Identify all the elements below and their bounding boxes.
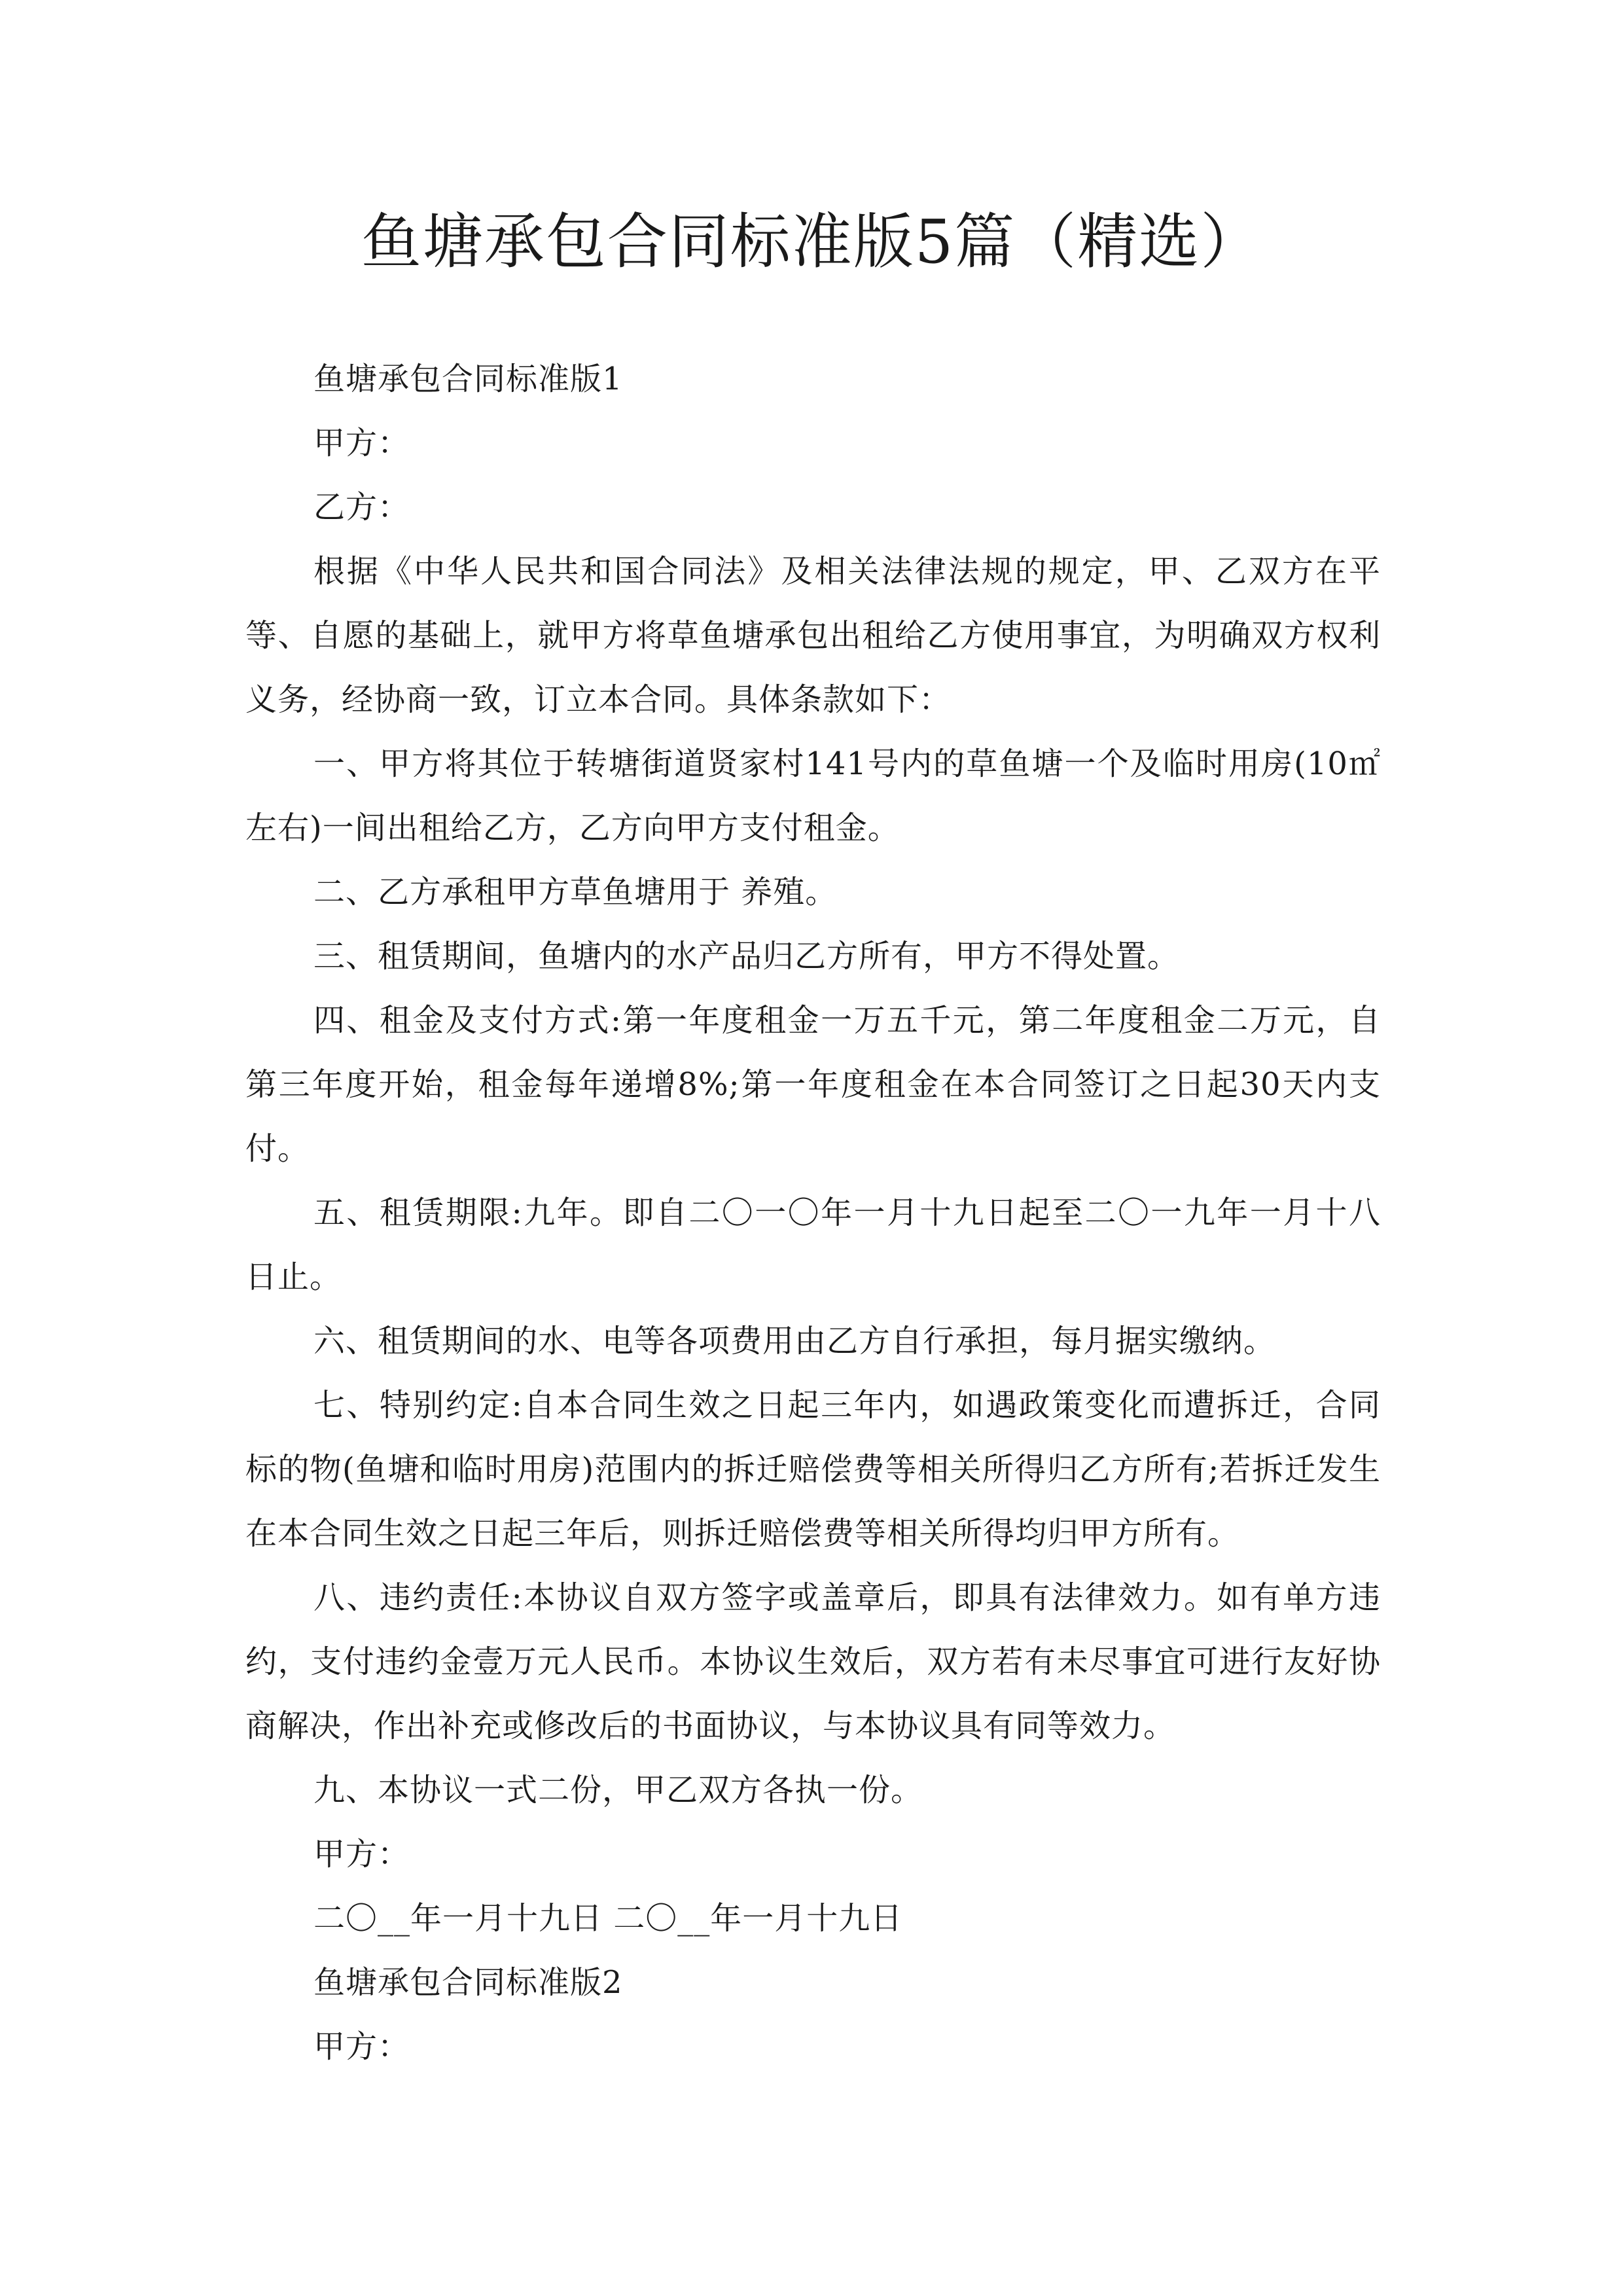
page-title: 鱼塘承包合同标准版5篇（精选） bbox=[361, 207, 1262, 277]
contract-body bbox=[245, 347, 1381, 2079]
signature-party-a: 甲方： bbox=[313, 1836, 410, 1873]
clause-4: 四、租金及支付方式:第一年度租金一万五千元，第二年度租金二万元，自第三年度开始，租金每年递增8%;第一年度租金在本合同签订之日起30天内支付。 bbox=[245, 1002, 1381, 1167]
party-a-line: 甲方： bbox=[313, 425, 410, 461]
signature-dates: 二〇__年一月十九日 二〇__年一月十九日 bbox=[313, 1900, 903, 1937]
clause-7: 七、特别约定:自本合同生效之日起三年内，如遇政策变化而遭拆迁，合同标的物(鱼塘和临时用房)范围内的拆迁赔偿费等相关所得归乙方所有;若拆迁发生在本合同生效之日起三年后，则拆迁赔偿费等相关所得均归甲方所有。 bbox=[245, 1387, 1381, 1552]
party-b-line: 乙方： bbox=[313, 489, 410, 526]
clause-8: 八、违约责任:本协议自双方签字或盖章后，即具有法律效力。如有单方违约，支付违约金壹万元人民币。本协议生效后，双方若有未尽事宜可进行友好协商解决，作出补充或修改后的书面协议，与本协议具有同等效力。 bbox=[245, 1579, 1381, 1744]
party-a-line-2: 甲方： bbox=[313, 2028, 410, 2065]
clause-2: 二、乙方承租甲方草鱼塘用于 养殖。 bbox=[313, 874, 838, 910]
clause-9: 九、本协议一式二份，甲乙双方各执一份。 bbox=[313, 1772, 923, 1808]
clause-5: 五、租赁期限:九年。即自二〇一〇年一月十九日起至二〇一九年一月十八日止。 bbox=[245, 1194, 1381, 1295]
clause-3: 三、租赁期间，鱼塘内的水产品归乙方所有，甲方不得处置。 bbox=[313, 938, 1180, 975]
clause-1: 一、甲方将其位于转塘街道贤家村141号内的草鱼塘一个及临时用房(10㎡左右)一间出租给乙方，乙方向甲方支付租金。 bbox=[245, 745, 1381, 846]
section-heading-2: 鱼塘承包合同标准版2 bbox=[313, 1964, 623, 2001]
clause-6: 六、租赁期间的水、电等各项费用由乙方自行承担，每月据实缴纳。 bbox=[313, 1323, 1276, 1359]
section-heading: 鱼塘承包合同标准版1 bbox=[313, 361, 623, 397]
preamble-paragraph: 根据《中华人民共和国合同法》及相关法律法规的规定，甲、乙双方在平等、自愿的基础上，就甲方将草鱼塘承包出租给乙方使用事宜，为明确双方权利义务，经协商一致，订立本合同。具体条款如下： bbox=[245, 553, 1381, 718]
